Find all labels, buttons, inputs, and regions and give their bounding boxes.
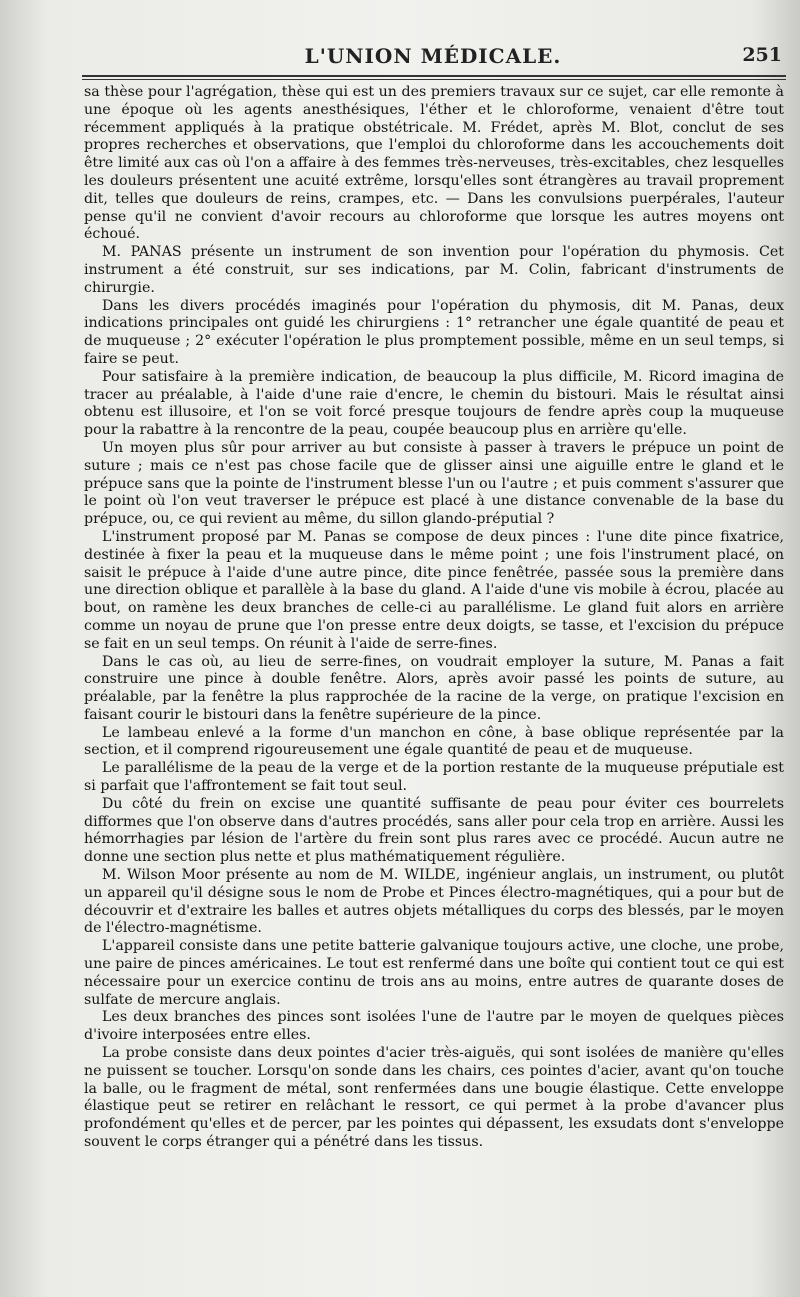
paragraph: L'appareil consiste dans une petite batterie galvanique toujours active, une cloche, une probe, une paire de pinces américaines. Le tout est renfermé dans une boîte qui contient tout ce qui est nécessaire pour un exercice continu de trois ans au moins, entre autres de quarante doses de sulfate de mercure anglais. [84, 938, 784, 1008]
paragraph: Un moyen plus sûr pour arriver au but consiste à passer à travers le prépuce un point de suture ; mais ce n'est pas chose facile que de glisser ainsi une aiguille entre le gland et le prépuce sans que la pointe de l'instrument blesse l'un ou l'autre ; et puis comment s'assurer que le point où l'on veut traverser le prépuce est placé à une distance convenable de la base du prépuce, ou, ce qui revient au même, du sillon glando-préputial ? [84, 439, 784, 528]
paragraph: Du côté du frein on excise une quantité suffisante de peau pour éviter ces bourrelets difformes que l'on observe dans d'autres procédés, sans aller pour cela trop en arrière. Aussi les hémorrhagies par lésion de l'artère du frein sont plus rares avec ce procédé. Aucun autre ne donne une section plus nette et plus mathématiquement régulière. [84, 795, 784, 866]
paragraph: M. PANAS présente un instrument de son invention pour l'opération du phymosis. Cet instrument a été construit, sur ses indications, par M. Colin, fabricant d'instruments de chirurgie. [84, 244, 784, 296]
page-header [80, 40, 786, 72]
paragraph: Dans le cas où, au lieu de serre-fines, on voudrait employer la suture, M. Panas a fait construire une pince à double fenêtre. Alors, après avoir passé les points de suture, au préalable, par la fenêtre la plus rapprochée de la racine de la verge, on pratique l'excision en faisant courir le bistouri dans la fenêtre supérieure de la pince. [84, 653, 784, 723]
paragraph: Le lambeau enlevé a la forme d'un manchon en cône, à base oblique représentée par la section, et il comprend rigoureusement une égale quantité de peau et de muqueuse. [84, 724, 784, 759]
paragraph: Les deux branches des pinces sont isolées l'une de l'autre par le moyen de quelques pièces d'ivoire interposées entre elles. [84, 1009, 784, 1044]
article-body [84, 84, 784, 1284]
paragraph: M. Wilson Moor présente au nom de M. WILDE, ingénieur anglais, un instrument, ou plutôt un appareil qu'il désigne sous le nom de Probe et Pinces électro-magnétiques, qui a pour but de découvrir et d'extraire les balles et autres objets métalliques du corps des blessés, par le moyen de l'électro-magnétisme. [84, 867, 784, 937]
paragraph: Dans les divers procédés imaginés pour l'opération du phymosis, dit M. Panas, deux indications principales ont guidé les chirurgiens : 1° retrancher une égale quantité de peau et de muqueuse ; 2° exécuter l'opération le plus promptement possible, même en un seul temps, si faire se peut. [84, 297, 784, 367]
paragraph: L'instrument proposé par M. Panas se compose de deux pinces : l'une dite pince fixatrice, destinée à fixer la peau et la muqueuse dans le même point ; une fois l'instrument placé, on saisit le prépuce à l'aide d'une autre pince, dite pince fenêtrée, passée sous la première dans une direction oblique et parallèle à la base du gland. A l'aide d'une vis mobile à écrou, placée au bout, on ramène les deux branches de celle-ci au parallélisme. Le gland fuit alors en arrière comme un noyau de prune que l'on presse entre deux doigts, se tasse, et l'excision du prépuce se fait en un seul temps. On réunit à l'aide de serre-fines. [84, 528, 784, 652]
page-number: 251 [742, 44, 782, 66]
paragraph: Pour satisfaire à la première indication, de beaucoup la plus difficile, M. Ricord imagina de tracer au préalable, à l'aide d'une raie d'encre, le chemin du bistouri. Mais le résultat ainsi obtenu est illusoire, et l'on se voit forcé presque toujours de fendre après coup la muqueuse pour la rabattre à la rencontre de la peau, coupée beaucoup plus en arrière qu'elle. [84, 368, 784, 439]
paragraph: sa thèse pour l'agrégation, thèse qui est un des premiers travaux sur ce sujet, car elle remonte à une époque où les agents anesthésiques, l'éther et le chloroforme, venaient d'être tout récemment appliqués à la pratique obstétricale. M. Frédet, après M. Blot, conclut de ses propres recherches et observations, que l'emploi du chloroforme dans les accouchements doit être limité aux cas où l'on a affaire à des femmes très-nerveuses, très-excitables, chez lesquelles les douleurs présentent une acuité extrême, lorsqu'elles sont étrangères au travail proprement dit, telles que douleurs de reins, crampes, etc. — Dans les convulsions puerpérales, l'auteur pense qu'il ne convient d'avoir recours au chloroforme que lorsque les autres moyens ont échoué. [84, 84, 784, 243]
running-title: L'UNION MÉDICALE. [304, 44, 562, 68]
header-rule [82, 75, 786, 80]
paragraph: Le parallélisme de la peau de la verge et de la portion restante de la muqueuse préputiale est si parfait que l'affrontement se fait tout seul. [84, 760, 784, 795]
paragraph: La probe consiste dans deux pointes d'acier très-aiguës, qui sont isolées de manière qu'elles ne puissent se toucher. Lorsqu'on sonde dans les chairs, ces pointes d'acier, avant qu'on touche la balle, ou le fragment de métal, sont renfermées dans une bougie élastique. Cette enveloppe élastique peut se retirer en relâchant le ressort, ce qui permet à la probe d'avancer plus profondément qu'elles et de percer, par les pointes qui dépassent, les exsudats dont s'enveloppe souvent le corps étranger qui a pénétré dans les tissus. [84, 1045, 784, 1151]
